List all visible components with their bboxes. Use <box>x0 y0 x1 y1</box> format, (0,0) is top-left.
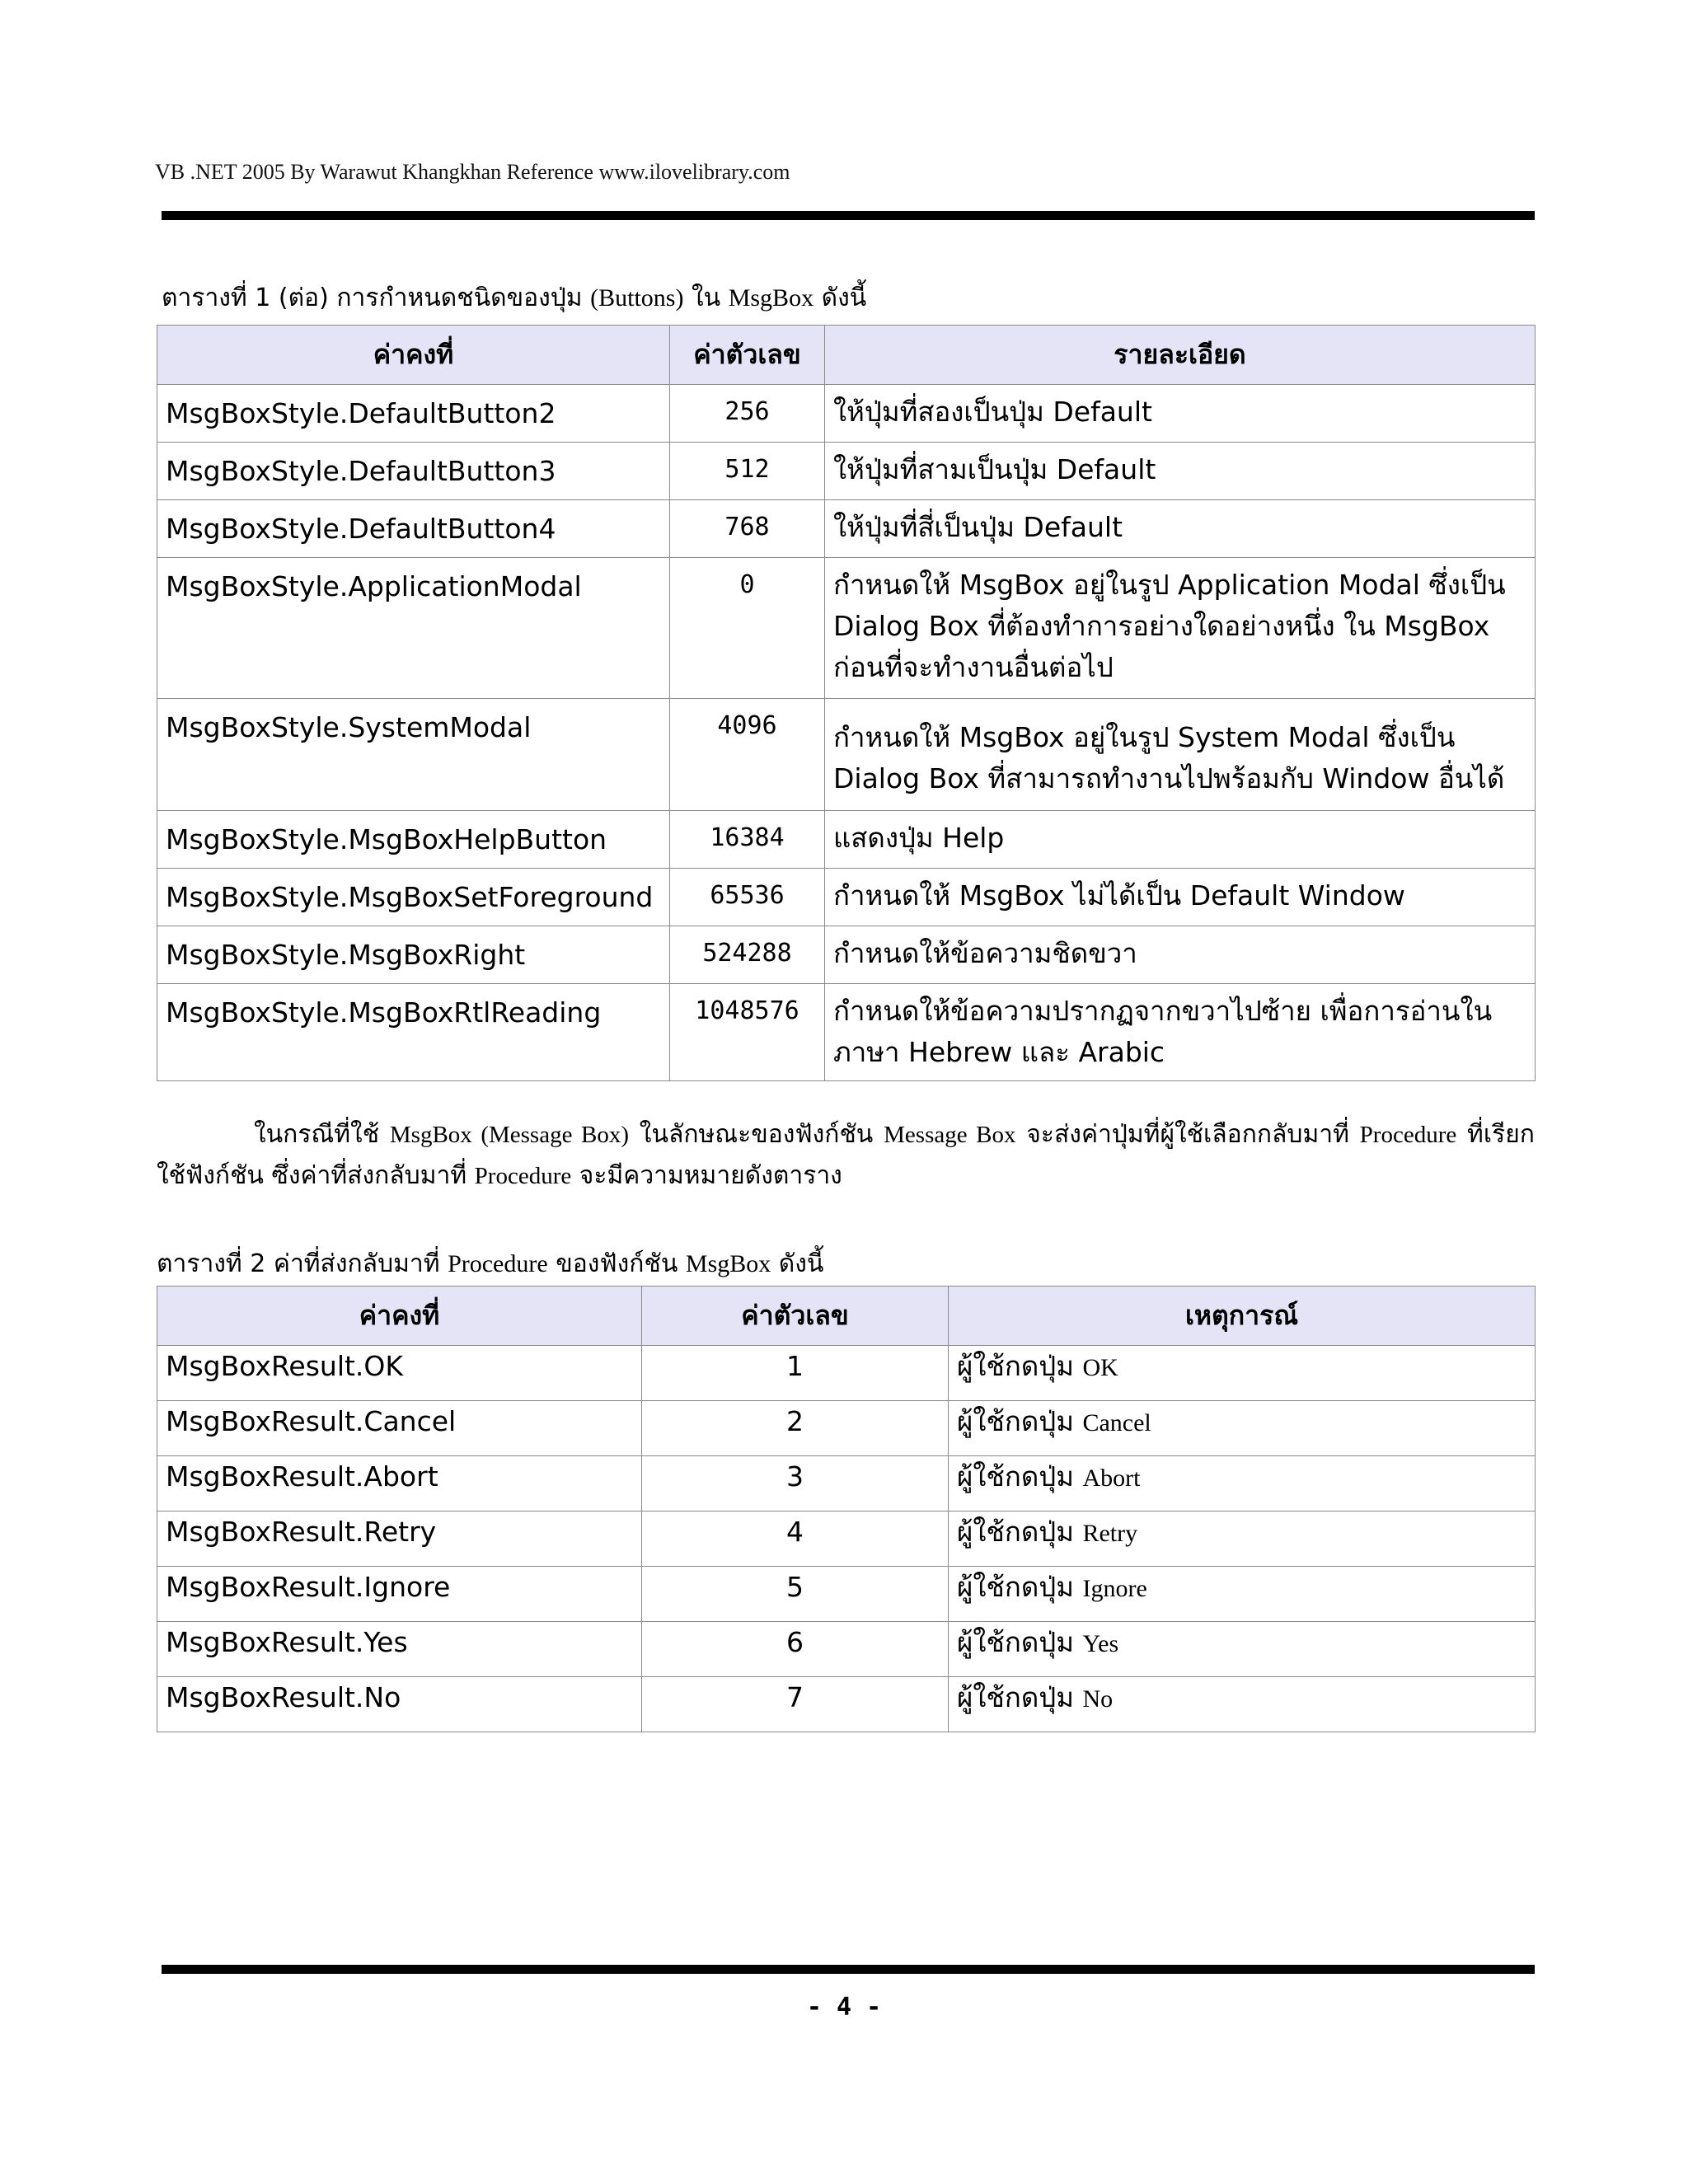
table2-caption-latin2: MsgBox <box>685 1250 771 1277</box>
event-cell <box>949 1567 1536 1622</box>
constant-cell: MsgBoxStyle.DefaultButton4 <box>157 500 670 558</box>
constant-cell: MsgBoxResult.Cancel <box>157 1401 642 1456</box>
constant-cell: MsgBoxResult.OK <box>157 1346 642 1401</box>
table1-header-value: ค่าตัวเลข <box>670 326 825 385</box>
event-button-name: Yes <box>1082 1630 1119 1657</box>
table-row <box>157 926 1536 984</box>
value-cell: 524288 <box>670 926 825 984</box>
table1-caption-suffix: ดังนี้ <box>821 284 867 312</box>
value-cell: 3 <box>642 1456 949 1511</box>
event-cell <box>949 1401 1536 1456</box>
description-cell: ให้ปุ่มที่สองเป็นปุ่ม Default <box>825 385 1536 443</box>
table2-caption-prefix: ตารางที่ 2 ค่าที่ส่งกลับมาที่ <box>157 1249 440 1278</box>
constant-cell: MsgBoxStyle.DefaultButton2 <box>157 385 670 443</box>
description-cell: แสดงปุ่ม Help <box>825 811 1536 869</box>
description-cell: กำหนดให้ข้อความชิดขวา <box>825 926 1536 984</box>
running-header: VB .NET 2005 By Warawut Khangkhan Reference www.ilovelibrary.com <box>155 160 790 184</box>
event-button-name: OK <box>1082 1354 1118 1381</box>
value-cell: 6 <box>642 1622 949 1677</box>
value-cell: 4096 <box>670 699 825 811</box>
table-row <box>157 443 1536 500</box>
table2-msgbox-result <box>157 1286 1536 1732</box>
table1-header-row <box>157 326 1536 385</box>
value-cell: 16384 <box>670 811 825 869</box>
event-cell <box>949 1511 1536 1567</box>
event-button-name: Cancel <box>1082 1409 1151 1436</box>
event-cell <box>949 1456 1536 1511</box>
description-cell: ให้ปุ่มที่สามเป็นปุ่ม Default <box>825 443 1536 500</box>
table-row <box>157 1401 1536 1456</box>
table2-header-row <box>157 1286 1536 1346</box>
paragraph-latin: MsgBox (Message Box) <box>389 1122 629 1148</box>
paragraph-text: ในลักษณะของฟังก์ชัน <box>639 1120 874 1149</box>
event-button-name: Retry <box>1082 1520 1138 1547</box>
table-row <box>157 1677 1536 1732</box>
header-rule <box>162 211 1535 220</box>
value-cell: 5 <box>642 1567 949 1622</box>
event-prefix: ผู้ใช้กดปุ่ม <box>957 1405 1074 1437</box>
event-prefix: ผู้ใช้กดปุ่ม <box>957 1460 1074 1493</box>
paragraph-text: ในกรณีที่ใช้ <box>254 1120 380 1149</box>
table1-caption-prefix: ตารางที่ 1 (ต่อ) การกำหนดชนิดของปุ่ม <box>162 284 583 312</box>
constant-cell: MsgBoxStyle.ApplicationModal <box>157 558 670 699</box>
event-cell <box>949 1622 1536 1677</box>
constant-cell: MsgBoxResult.Ignore <box>157 1567 642 1622</box>
value-cell: 2 <box>642 1401 949 1456</box>
paragraph-latin: Message Box <box>884 1122 1016 1148</box>
value-cell: 1 <box>642 1346 949 1401</box>
value-cell: 1048576 <box>670 984 825 1081</box>
paragraph-text: จะมีความหมายดังตาราง <box>579 1161 842 1190</box>
event-prefix: ผู้ใช้กดปุ่ม <box>957 1350 1074 1382</box>
table1-msgbox-style <box>157 325 1536 1081</box>
constant-cell: MsgBoxStyle.MsgBoxHelpButton <box>157 811 670 869</box>
description-cell: กำหนดให้ข้อความปรากฏจากขวาไปซ้าย เพื่อการอ่านในภาษา Hebrew และ Arabic <box>825 984 1536 1081</box>
constant-cell: MsgBoxResult.Retry <box>157 1511 642 1567</box>
constant-cell: MsgBoxResult.No <box>157 1677 642 1732</box>
table-row <box>157 869 1536 926</box>
paragraph-latin: Procedure <box>1359 1122 1457 1148</box>
value-cell: 512 <box>670 443 825 500</box>
value-cell: 768 <box>670 500 825 558</box>
value-cell: 7 <box>642 1677 949 1732</box>
event-prefix: ผู้ใช้กดปุ่ม <box>957 1571 1074 1603</box>
value-cell: 65536 <box>670 869 825 926</box>
table-row <box>157 385 1536 443</box>
table-row <box>157 699 1536 811</box>
description-cell: กำหนดให้ MsgBox ไม่ได้เป็น Default Window <box>825 869 1536 926</box>
table-row <box>157 1346 1536 1401</box>
event-prefix: ผู้ใช้กดปุ่ม <box>957 1516 1074 1548</box>
event-button-name: No <box>1082 1685 1114 1713</box>
value-cell: 256 <box>670 385 825 443</box>
value-cell: 4 <box>642 1511 949 1567</box>
constant-cell: MsgBoxStyle.DefaultButton3 <box>157 443 670 500</box>
table-row <box>157 811 1536 869</box>
event-button-name: Ignore <box>1082 1575 1147 1602</box>
description-cell: ให้ปุ่มที่สี่เป็นปุ่ม Default <box>825 500 1536 558</box>
table2-header-constant: ค่าคงที่ <box>157 1286 642 1346</box>
table1-caption-mid: ใน <box>692 284 721 312</box>
footer-rule <box>162 1965 1535 1974</box>
description-cell: กำหนดให้ MsgBox อยู่ในรูป System Modal ซึ่งเป็น Dialog Box ที่สามารถทำงานไปพร้อมกับ Window อื่นได้ <box>825 699 1536 811</box>
event-prefix: ผู้ใช้กดปุ่ม <box>957 1681 1074 1713</box>
body-paragraph <box>157 1114 1535 1197</box>
event-cell <box>949 1677 1536 1732</box>
table2-caption-latin: Procedure <box>448 1250 548 1277</box>
table-row <box>157 1622 1536 1677</box>
constant-cell: MsgBoxResult.Yes <box>157 1622 642 1677</box>
event-prefix: ผู้ใช้กดปุ่ม <box>957 1626 1074 1658</box>
table2-caption-mid: ของฟังก์ชัน <box>556 1249 678 1278</box>
paragraph-latin: Procedure <box>474 1163 572 1189</box>
constant-cell: MsgBoxResult.Abort <box>157 1456 642 1511</box>
event-button-name: Abort <box>1082 1465 1141 1492</box>
table1-caption-latin2: MsgBox <box>728 284 814 312</box>
table2-caption <box>157 1244 823 1283</box>
table-row <box>157 1456 1536 1511</box>
value-cell: 0 <box>670 558 825 699</box>
constant-cell: MsgBoxStyle.MsgBoxRtlReading <box>157 984 670 1081</box>
page-number: - 4 - <box>806 1993 882 2022</box>
table2-header-event: เหตุการณ์ <box>949 1286 1536 1346</box>
event-cell <box>949 1346 1536 1401</box>
constant-cell: MsgBoxStyle.SystemModal <box>157 699 670 811</box>
table1-header-constant: ค่าคงที่ <box>157 326 670 385</box>
table-row <box>157 558 1536 699</box>
description-cell: กำหนดให้ MsgBox อยู่ในรูป Application Modal ซึ่งเป็น Dialog Box ที่ต้องทำการอย่างใดอย่างหนึ่ง ใน MsgBox ก่อนที่จะทำงานอื่นต่อไป <box>825 558 1536 699</box>
table2-caption-suffix: ดังนี้ <box>778 1249 824 1278</box>
table-row <box>157 1511 1536 1567</box>
table1-caption <box>162 279 866 317</box>
table-row <box>157 984 1536 1081</box>
table1-header-description: รายละเอียด <box>825 326 1536 385</box>
table-row <box>157 500 1536 558</box>
table2-header-value: ค่าตัวเลข <box>642 1286 949 1346</box>
constant-cell: MsgBoxStyle.MsgBoxSetForeground <box>157 869 670 926</box>
constant-cell: MsgBoxStyle.MsgBoxRight <box>157 926 670 984</box>
paragraph-text: ที่เรียกใช้ฟังก์ชัน ซึ่งค่าที่ส่งกลับมาที่ <box>157 1120 1535 1190</box>
table-row <box>157 1567 1536 1622</box>
paragraph-text: จะส่งค่าปุ่มที่ผู้ใช้เลือกกลับมาที่ <box>1026 1120 1349 1149</box>
table1-caption-latin: (Buttons) <box>590 284 684 312</box>
